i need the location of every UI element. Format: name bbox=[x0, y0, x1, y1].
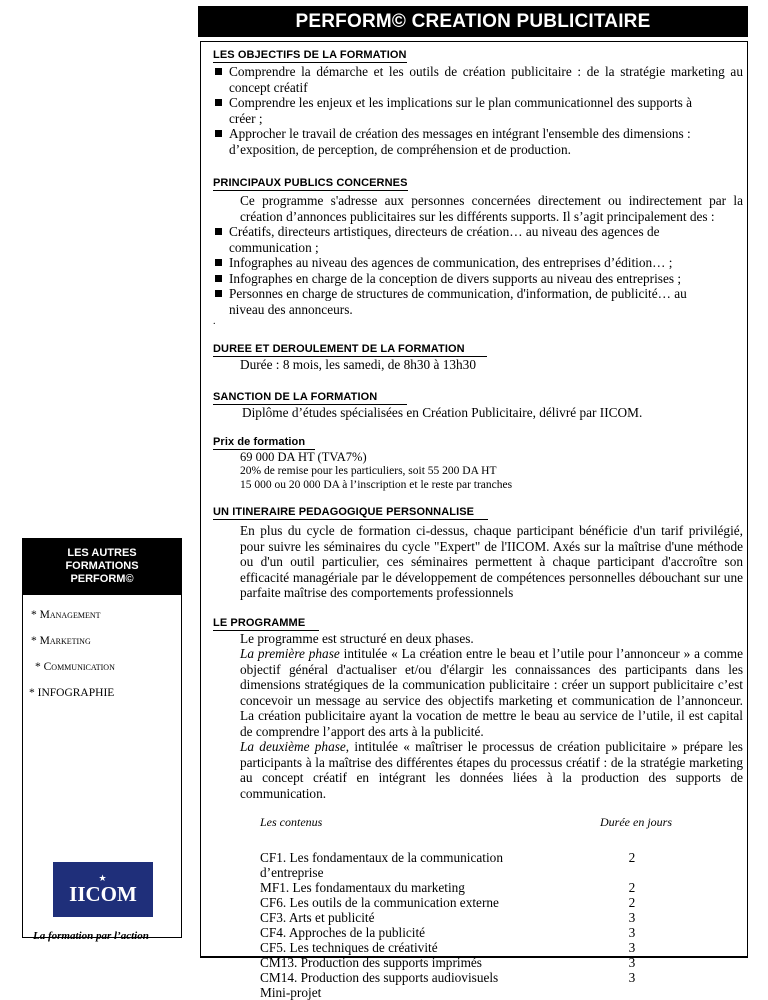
duree-text: Durée : 8 mois, les samedi, de 8h30 à 13h30 bbox=[213, 357, 743, 373]
public-item: Infographes en charge de la conception de divers supports au niveau des entreprises ; bbox=[213, 271, 743, 287]
main-content-top-rule bbox=[200, 41, 748, 42]
star-icon: ★ bbox=[98, 874, 107, 883]
publics-trailing: . bbox=[213, 317, 743, 327]
table-header bbox=[260, 815, 700, 830]
logo-text: IICOM bbox=[69, 883, 137, 905]
row-days: 3 bbox=[622, 940, 642, 955]
section-heading-itineraire: UN ITINERAIRE PEDAGOGIQUE PERSONNALISE bbox=[213, 506, 488, 520]
objectif-item: Comprendre les enjeux et les implications sur le plan communicationnel des supports à créer ; bbox=[213, 95, 743, 126]
section-duree bbox=[213, 339, 743, 373]
table-row bbox=[260, 910, 700, 925]
row-days: 2 bbox=[622, 850, 642, 880]
col-contenus: Les contenus bbox=[260, 815, 322, 830]
section-heading-objectifs: LES OBJECTIFS DE LA FORMATION bbox=[213, 49, 407, 63]
row-name: CM13. Production des supports imprimés bbox=[260, 955, 540, 970]
table-row bbox=[260, 925, 700, 940]
section-heading-sanction: SANCTION DE LA FORMATION bbox=[213, 391, 407, 405]
row-days: 2 bbox=[622, 895, 642, 910]
section-publics bbox=[213, 173, 743, 327]
table-row bbox=[260, 985, 700, 1000]
row-days: 3 bbox=[622, 970, 642, 985]
row-name: CF1. Les fondamentaux de la communication d’entreprise bbox=[260, 850, 540, 880]
section-programme bbox=[213, 613, 743, 1000]
row-name: CF6. Les outils de la communication externe bbox=[260, 895, 540, 910]
page-title: PERFORM© CREATION PUBLICITAIRE bbox=[198, 6, 748, 37]
phase1-text: intitulée « La création entre le beau et l’utile pour l’annonceur » a comme objectif général d'actualiser et/ou d'élargir les connaissances des participants dans les dimensions stratégiques de la communication publicitaire : créer un support publicitaire c’est concevoir un message au service des objectifs marketing et communication de l’annonceur. La création publicitaire ayant la vocation de mettre le beau au service de l’utile, il est capital de comprendre l’apport des arts à la publicité. bbox=[240, 646, 743, 739]
row-name: CF3. Arts et publicité bbox=[260, 910, 540, 925]
row-days: 3 bbox=[622, 925, 642, 940]
section-sanction bbox=[213, 387, 743, 421]
programme-phase2 bbox=[213, 739, 743, 801]
main-content bbox=[213, 45, 743, 1000]
section-objectifs bbox=[213, 45, 743, 157]
prix-line: 15 000 ou 20 000 DA à l’inscription et le reste par tranches bbox=[213, 478, 743, 492]
public-item: Personnes en charge de structures de communication, d'information, de publicité… au niveau des annonceurs. bbox=[213, 286, 743, 317]
col-duree: Durée en jours bbox=[600, 815, 672, 830]
table-row bbox=[260, 850, 700, 880]
row-days bbox=[622, 985, 642, 1000]
table-row bbox=[260, 895, 700, 910]
prix-line: 69 000 DA HT (TVA7%) bbox=[213, 450, 743, 464]
row-days: 3 bbox=[622, 955, 642, 970]
row-name: CM14. Production des supports audiovisuels bbox=[260, 970, 540, 985]
sidebar-item-infographie[interactable]: * INFOGRAPHIE bbox=[23, 687, 181, 699]
row-days: 3 bbox=[622, 910, 642, 925]
programme-table bbox=[260, 815, 700, 1000]
table-row bbox=[260, 940, 700, 955]
phase1-label: La première phase bbox=[240, 646, 340, 661]
programme-intro: Le programme est structuré en deux phases. bbox=[213, 631, 743, 647]
row-name: MF1. Les fondamentaux du marketing bbox=[260, 880, 540, 895]
sidebar-item-management[interactable]: * Management bbox=[23, 609, 181, 621]
iicom-logo bbox=[53, 862, 153, 917]
publics-intro: Ce programme s'adresse aux personnes concernées directement ou indirectement par la création d’annonces publicitaires sur les différents supports. Il s’agit principalement des : bbox=[213, 193, 743, 224]
section-heading-publics: PRINCIPAUX PUBLICS CONCERNES bbox=[213, 177, 408, 191]
row-name: Mini-projet bbox=[260, 985, 540, 1000]
objectif-item: Approcher le travail de création des messages en intégrant l'ensemble des dimensions : d’exposition, de perception, de compréhension et de production. bbox=[213, 126, 743, 157]
phase2-text: , intitulée « maîtriser le processus de création publicitaire » prépare les participants à la maîtrise des différentes étapes du processus créatif : de la stratégie marketing au concept créatif en intégrant les données liées à la production des supports de communication. bbox=[240, 739, 743, 801]
tagline: La formation par l’action bbox=[33, 930, 149, 942]
section-heading-programme: LE PROGRAMME bbox=[213, 617, 319, 631]
programme-phase1 bbox=[213, 646, 743, 739]
section-prix bbox=[213, 432, 743, 492]
table-row bbox=[260, 970, 700, 985]
public-item: Créatifs, directeurs artistiques, directeurs de création… au niveau des agences de communication ; bbox=[213, 224, 743, 255]
sidebar-item-communication[interactable]: * Communication bbox=[23, 661, 181, 673]
section-heading-prix: Prix de formation bbox=[213, 436, 315, 450]
sanction-text: Diplôme d’études spécialisées en Création Publicitaire, délivré par IICOM. bbox=[213, 405, 743, 421]
row-name: CF4. Approches de la publicité bbox=[260, 925, 540, 940]
sidebar-heading: LES AUTRES FORMATIONS PERFORM© bbox=[23, 539, 181, 595]
public-item: Infographes au niveau des agences de communication, des entreprises d’édition… ; bbox=[213, 255, 743, 271]
table-row bbox=[260, 880, 700, 895]
prix-line: 20% de remise pour les particuliers, soit 55 200 DA HT bbox=[213, 464, 743, 478]
section-itineraire bbox=[213, 502, 743, 601]
sidebar-item-marketing[interactable]: * Marketing bbox=[23, 635, 181, 647]
itineraire-text: En plus du cycle de formation ci-dessus, chaque participant bénéficie d'un tarif privilégié, pour suivre les séminaires du cycle "Expert" de l'IICOM. Axés sur la maîtrise d'une méthode ou d'un outil particulier, ces séminaires permettent à chaque participant d'accroître son efficacité managériale par le développement de compétences personnelles débouchant sur une parfaite maîtrise des comportements professionnels bbox=[213, 523, 743, 601]
phase2-label: La deuxième phase bbox=[240, 739, 346, 754]
objectif-item: Comprendre la démarche et les outils de création publicitaire : de la stratégie marketing au concept créatif bbox=[213, 64, 743, 95]
row-days: 2 bbox=[622, 880, 642, 895]
section-heading-duree: DUREE ET DEROULEMENT DE LA FORMATION bbox=[213, 343, 487, 357]
row-name: CF5. Les techniques de créativité bbox=[260, 940, 540, 955]
table-row bbox=[260, 955, 700, 970]
